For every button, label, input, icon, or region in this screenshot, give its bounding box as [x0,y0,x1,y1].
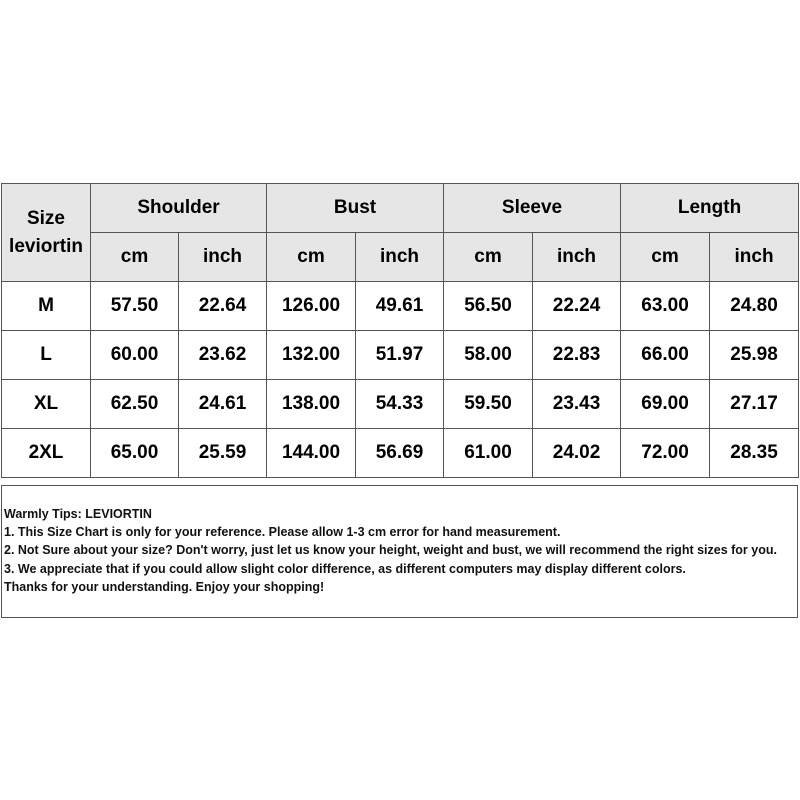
table-row [2,429,799,478]
table-cell: 51.97 [356,331,444,380]
table-cell: 22.64 [179,282,267,331]
table-cell: 58.00 [444,331,533,380]
unit-header: inch [356,233,444,282]
table-cell: 24.02 [533,429,621,478]
tips-box [1,485,798,618]
group-header-length: Length [621,184,799,233]
size-header-label: Size [26,207,66,229]
table-cell: 23.62 [179,331,267,380]
table-cell: 72.00 [621,429,710,478]
table-row [2,282,799,331]
size-cell: L [2,331,91,380]
unit-header: cm [444,233,533,282]
unit-header: cm [267,233,356,282]
unit-header: inch [710,233,799,282]
table-cell: 132.00 [267,331,356,380]
table-cell: 62.50 [91,380,179,429]
unit-header-row [2,233,799,282]
table-cell: 61.00 [444,429,533,478]
table-cell: 60.00 [91,331,179,380]
unit-header: cm [621,233,710,282]
table-cell: 23.43 [533,380,621,429]
table-cell: 24.80 [710,282,799,331]
table-cell: 63.00 [621,282,710,331]
group-header-row [2,184,799,233]
table-cell: 24.61 [179,380,267,429]
group-header-shoulder: Shoulder [91,184,267,233]
table-cell: 54.33 [356,380,444,429]
table-cell: 27.17 [710,380,799,429]
table-cell: 69.00 [621,380,710,429]
size-header-brand: leviortin [9,235,83,257]
size-column-header [2,184,91,282]
unit-header: cm [91,233,179,282]
table-cell: 65.00 [91,429,179,478]
table-row [2,380,799,429]
table-cell: 126.00 [267,282,356,331]
tips-line: 1. This Size Chart is only for your reference. Please allow 1-3 cm error for hand measurement. [4,525,561,540]
table-row [2,331,799,380]
size-cell: XL [2,380,91,429]
unit-header: inch [179,233,267,282]
size-cell: 2XL [2,429,91,478]
table-cell: 138.00 [267,380,356,429]
table-cell: 59.50 [444,380,533,429]
table-cell: 57.50 [91,282,179,331]
table-cell: 22.83 [533,331,621,380]
table-cell: 28.35 [710,429,799,478]
tips-title: Warmly Tips: LEVIORTIN [4,507,152,521]
table-cell: 25.98 [710,331,799,380]
table-cell: 66.00 [621,331,710,380]
size-chart-table [1,183,799,478]
table-cell: 49.61 [356,282,444,331]
table-cell: 56.69 [356,429,444,478]
unit-header: inch [533,233,621,282]
table-cell: 22.24 [533,282,621,331]
tips-line: 2. Not Sure about your size? Don't worry, just let us know your height, weight and bust, we will recommend the right sizes for you. [4,543,777,558]
tips-closing: Thanks for your understanding. Enjoy your shopping! [4,579,325,594]
tips-line: 3. We appreciate that if you could allow slight color difference, as different computers may display different colors. [4,561,686,576]
table-cell: 56.50 [444,282,533,331]
table-cell: 25.59 [179,429,267,478]
size-cell: M [2,282,91,331]
group-header-bust: Bust [267,184,444,233]
group-header-sleeve: Sleeve [444,184,621,233]
table-cell: 144.00 [267,429,356,478]
